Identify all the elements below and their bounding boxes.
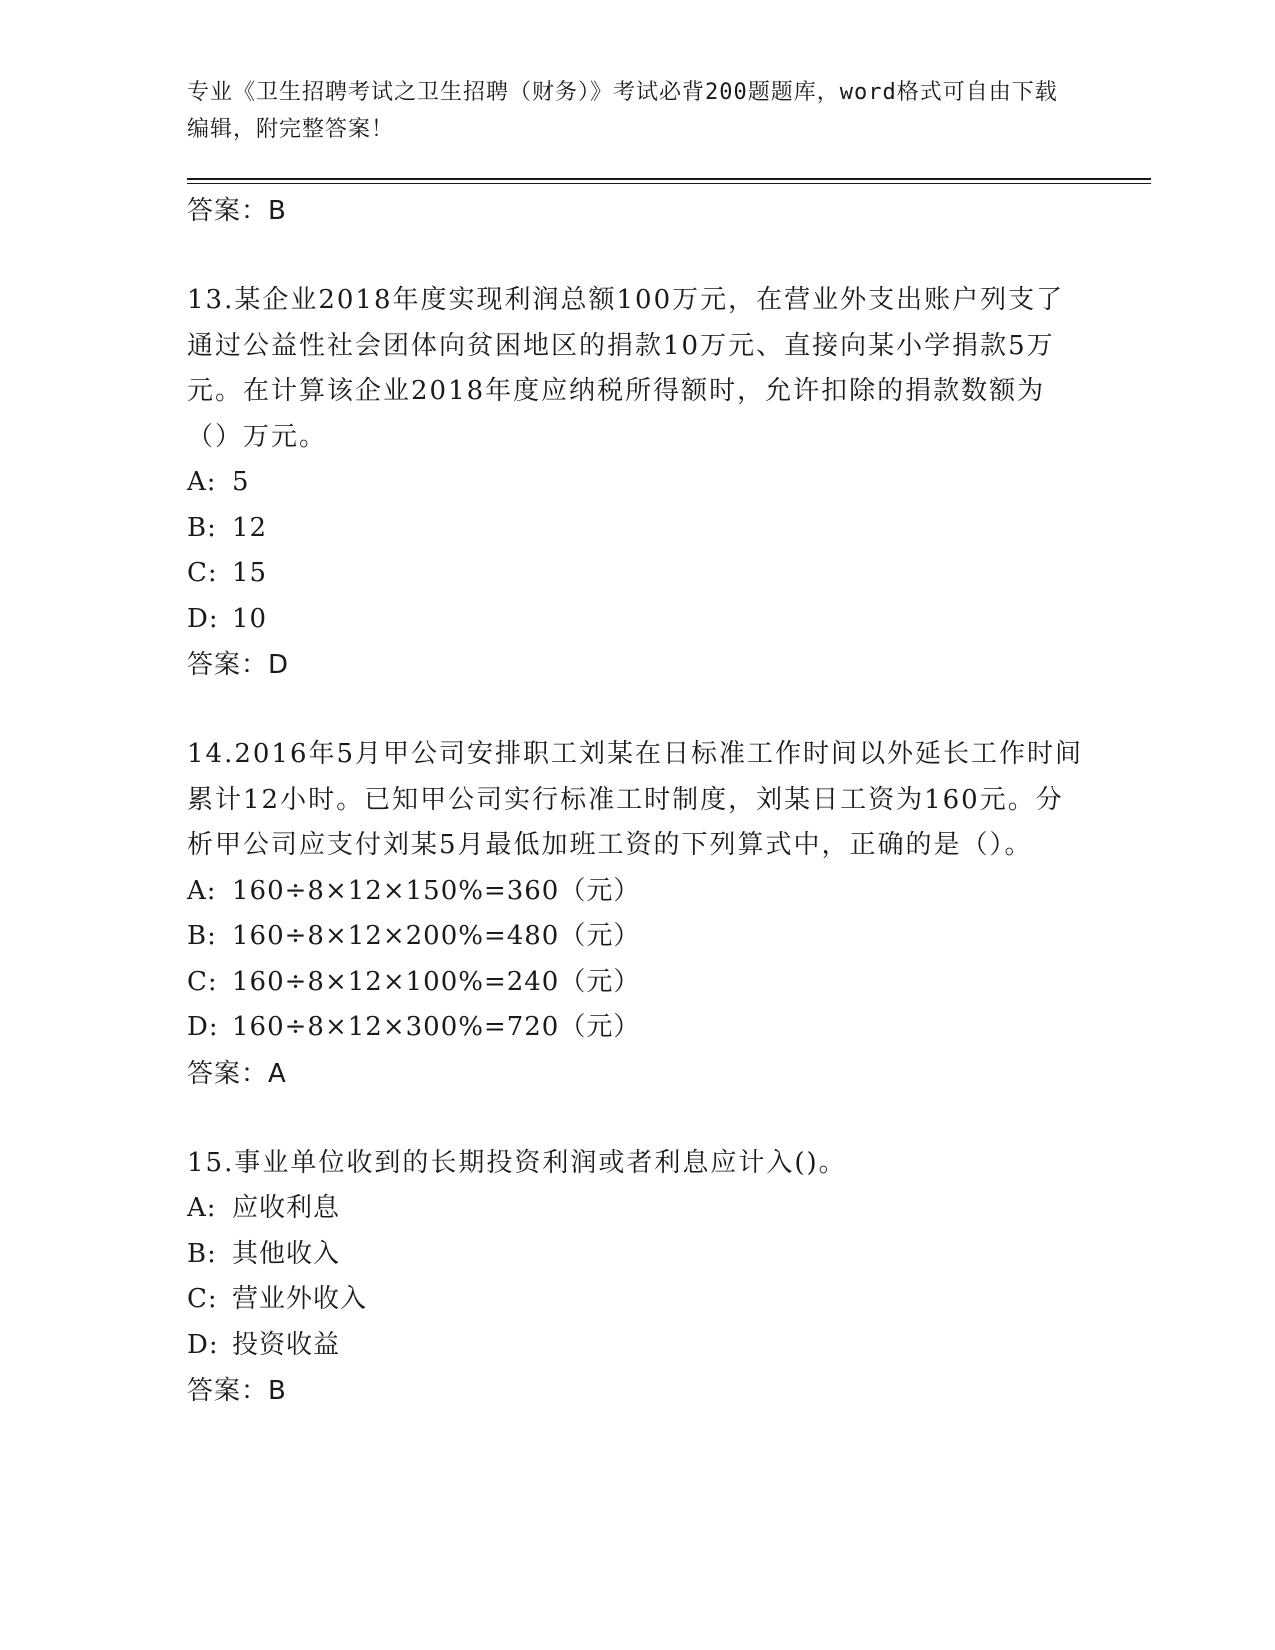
question-block-14	[187, 732, 1087, 1097]
option-key: B:	[187, 1238, 217, 1269]
question-answer: 答案：B	[187, 1376, 287, 1406]
option-value: 160÷8×12×150%=360（元）	[232, 875, 641, 906]
header-divider-thin	[187, 183, 1151, 184]
question-block-15	[187, 1141, 1087, 1415]
option-value: 5	[232, 467, 250, 497]
option-key: D:	[187, 603, 219, 634]
option-key: C:	[187, 1284, 218, 1314]
option-b	[187, 506, 1087, 552]
question-list	[187, 188, 1087, 1414]
option-value: 160÷8×12×100%=240（元）	[232, 966, 641, 997]
header-divider-thick	[187, 178, 1151, 180]
option-key: C:	[187, 966, 218, 997]
option-key: D:	[187, 1012, 219, 1042]
option-key: B:	[187, 921, 217, 951]
option-key: A:	[187, 467, 217, 497]
option-key: A:	[187, 875, 217, 906]
option-d	[187, 597, 1087, 643]
option-value: 12	[232, 512, 268, 543]
option-key: C:	[187, 558, 218, 588]
question-text: 13.某企业2018年度实现利润总额100万元，在营业外支出账户列支了通过公益性社会团体向贫困地区的捐款10万元、直接向某小学捐款5万元。在计算该企业2018年度应纳税所得额时，允许扣除的捐款数额为（）万元。	[187, 285, 1065, 452]
document-header-title: 专业《卫生招聘考试之卫生招聘（财务）》考试必背200题题库，word格式可自由下载编辑，附完整答案！	[187, 80, 1058, 142]
option-value: 投资收益	[232, 1329, 341, 1360]
question-text: 14.2016年5月甲公司安排职工刘某在日标准工作时间以外延长工作时间累计12小时。已知甲公司实行标准工时制度，刘某日工资为160元。分析甲公司应支付刘某5月最低加班工资的下列算式中，正确的是（）。	[187, 739, 1084, 860]
option-b	[187, 914, 1087, 960]
option-value: 10	[232, 603, 268, 634]
option-a	[187, 869, 1087, 915]
previous-question-answer: 答案：B	[187, 196, 287, 226]
spacer	[187, 234, 1087, 278]
option-c	[187, 551, 1087, 597]
option-value: 15	[232, 558, 268, 588]
option-value: 160÷8×12×300%=720（元）	[232, 1012, 641, 1042]
option-c	[187, 1277, 1087, 1323]
option-value: 营业外收入	[232, 1284, 368, 1314]
option-value: 应收利息	[232, 1193, 341, 1223]
question-answer: 答案：D	[187, 650, 290, 680]
question-text: 15.事业单位收到的长期投资利润或者利息应计入()。	[187, 1147, 847, 1178]
question-block-13	[187, 278, 1087, 688]
option-a	[187, 1186, 1087, 1232]
option-key: A:	[187, 1193, 217, 1223]
option-value: 160÷8×12×200%=480（元）	[232, 921, 641, 951]
option-b	[187, 1232, 1087, 1278]
option-a	[187, 460, 1087, 506]
option-c	[187, 960, 1087, 1006]
spacer	[187, 1097, 1087, 1141]
option-d	[187, 1323, 1087, 1369]
option-key: D:	[187, 1329, 219, 1360]
option-key: B:	[187, 512, 217, 543]
spacer	[187, 688, 1087, 732]
option-value: 其他收入	[232, 1238, 341, 1269]
question-answer: 答案：A	[187, 1058, 287, 1089]
option-d	[187, 1005, 1087, 1051]
